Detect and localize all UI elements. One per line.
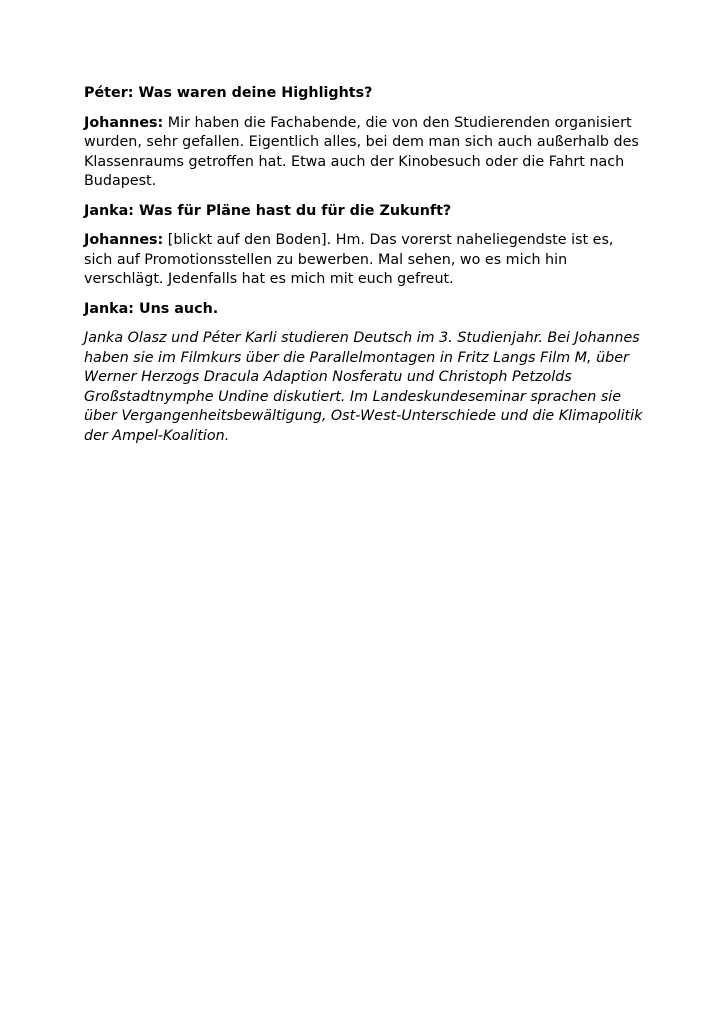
question-highlights: Péter: Was waren deine Highlights? — [84, 85, 373, 101]
answer-future-plans — [84, 231, 644, 290]
reply-uns-auch: Janka: Uns auch. — [84, 300, 219, 317]
answer-highlights — [84, 114, 644, 192]
question-future-plans: Janka: Was für Pläne hast du für die Zukunft? — [84, 202, 452, 219]
document-page — [84, 84, 644, 456]
speaker-label: Johannes: — [84, 114, 164, 131]
closing-note: Janka Olasz und Péter Karli studieren Deutsch im 3. Studienjahr. Bei Johannes haben sie im Filmkurs über die Parallelmontagen in Fritz Langs Film M, über Werner Herzogs Dracula Adaption Nosferatu und Christoph Petzolds Großstadtnymphe Undine diskutiert. Im Landeskundeseminar sprachen sie über Vergangenheitsbewältigung, Ost-West-Unterschiede und die Klimapolitik der Ampel-Koalition. — [84, 330, 643, 444]
answer-text: Mir haben die Fachabende, die von den Studierenden organisiert wurden, sehr gefallen. Eigentlich alles, bei dem man sich auch außerhalb des Klassenraums getroffen hat. Etwa auch der Kinobesuch oder die Fahrt nach Budapest. — [84, 114, 639, 189]
speaker-label: Johannes: — [84, 232, 164, 248]
answer-text: [blickt auf den Boden]. Hm. Das vorerst naheliegendste ist es, sich auf Promotionsstellen zu bewerben. Mal sehen, wo es mich hin verschlägt. Jedenfalls hat es mich mit euch gefreut. — [84, 232, 614, 287]
